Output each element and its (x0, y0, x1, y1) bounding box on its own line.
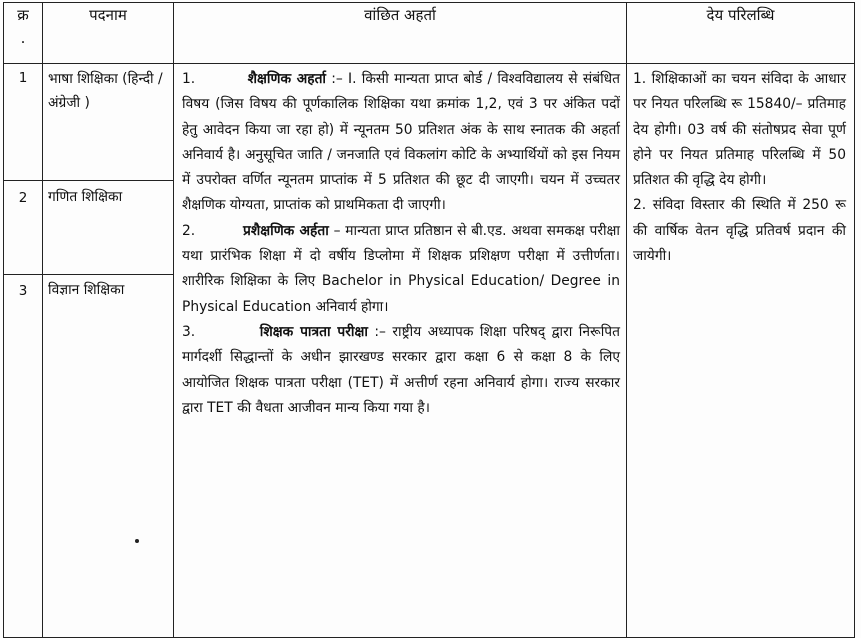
serial-2: 2 (18, 190, 28, 206)
q3-number: 3. (182, 323, 196, 340)
q1-number: 1. (182, 71, 196, 87)
serial-1: 1 (18, 70, 28, 86)
pay-column (627, 64, 855, 638)
header-serial (4, 3, 43, 64)
q1-title: शैक्षणिक अहर्ता (247, 71, 327, 87)
qualification-2 (182, 219, 620, 320)
row-divider (43, 180, 173, 181)
qualification-column (174, 64, 627, 638)
serial-3: 3 (18, 283, 28, 299)
table-header-row (4, 3, 855, 64)
eligibility-table (3, 2, 855, 638)
post-2: गणित शिक्षिका (48, 189, 123, 205)
stray-mark (135, 539, 139, 543)
q2-title: प्रशैक्षणिक अर्हता (243, 222, 329, 239)
header-qualification: वांछित अहर्ता (174, 3, 627, 64)
q2-text: – मान्यता प्राप्त प्रतिष्ठान से बी.एड. अथवा समकक्ष परीक्षा यथा प्रारंभिक शिक्षा में दो वर्षीय डिप्लोमा में शिक्षक प्रशिक्षण परीक्षा में उत्तीर्णता। शारीरिक शिक्षिका के लिए Bachelor in Physical Education/ Degree in Physical Education अनिवार्य होगा। (182, 222, 620, 315)
q2-number: 2. (182, 222, 196, 239)
q1-text: :– I. किसी मान्यता प्राप्त बोर्ड / विश्वविद्यालय से संबंधित विषय (जिस विषय की पूर्णकालिक शिक्षिका यथा क्रमांक 1,2, एवं 3 पर अंकित पदों हेतु आवेदन किया जा रहा हो) में न्यूनतम 50 प्रतिशत अंक के साथ स्नातक की अहर्ता अनिवार्य है। अनुसूचित जाति / जनजाति एवं विकलांग कोटि के अभ्यार्थियों को इस नियम में उपरोक्त वर्णित न्यूनतम प्राप्तांक में 5 प्रतिशत की छूट दी जाएगी। चयन में उच्चतर शैक्षणिक योग्यता, प्राप्तांक को प्राथमिकता दी जाएगी। (182, 71, 620, 214)
qualification-3 (182, 320, 620, 421)
post-column (43, 64, 174, 638)
row-divider (43, 274, 173, 275)
header-post: पदनाम (43, 3, 174, 64)
pay-point-2: 2. संविदा विस्तार की स्थिति में 250 रू की वार्षिक वेतन वृद्धि प्रतिवर्ष प्रदान की जायेगी। (633, 197, 846, 265)
q3-text: :– राष्ट्रीय अध्यापक शिक्षा परिषद् द्वारा निरूपित मार्गदर्शी सिद्धान्तों के अधीन झारखण्ड सरकार द्वारा कक्षा 6 से कक्षा 8 के लिए आयोजित शिक्षक पात्रता परीक्षा (TET) में अत्तीर्ण रहना अनिवार्य होगा। राज्य सरकार द्वारा TET की वैधता आजीवन मान्य किया गया है। (182, 323, 621, 416)
post-3: विज्ञान शिक्षिका (48, 282, 125, 298)
qualification-1 (182, 67, 620, 219)
header-serial-dot: . (20, 29, 26, 47)
post-1: भाषा शिक्षिका (हिन्दी / अंग्रेजी ) (48, 71, 163, 111)
q3-title: शिक्षक पात्रता परीक्षा (259, 323, 368, 340)
header-pay: देय परिलब्धि (627, 3, 855, 64)
table-body-row (4, 64, 855, 638)
row-divider (4, 274, 42, 275)
row-divider (4, 180, 42, 181)
serial-column (4, 64, 43, 638)
header-serial-label: क्र (17, 6, 29, 24)
pay-point-1: 1. शिक्षिकाओं का चयन संविदा के आधार पर नियत परिलब्धि रू 15840/– प्रतिमाह देय होगी। 03 वर्ष की संतोषप्रद सेवा पूर्ण होने पर नियत प्रतिमाह परिलब्धि में 50 प्रतिशत की वृद्धि देय होगी। (633, 71, 846, 189)
